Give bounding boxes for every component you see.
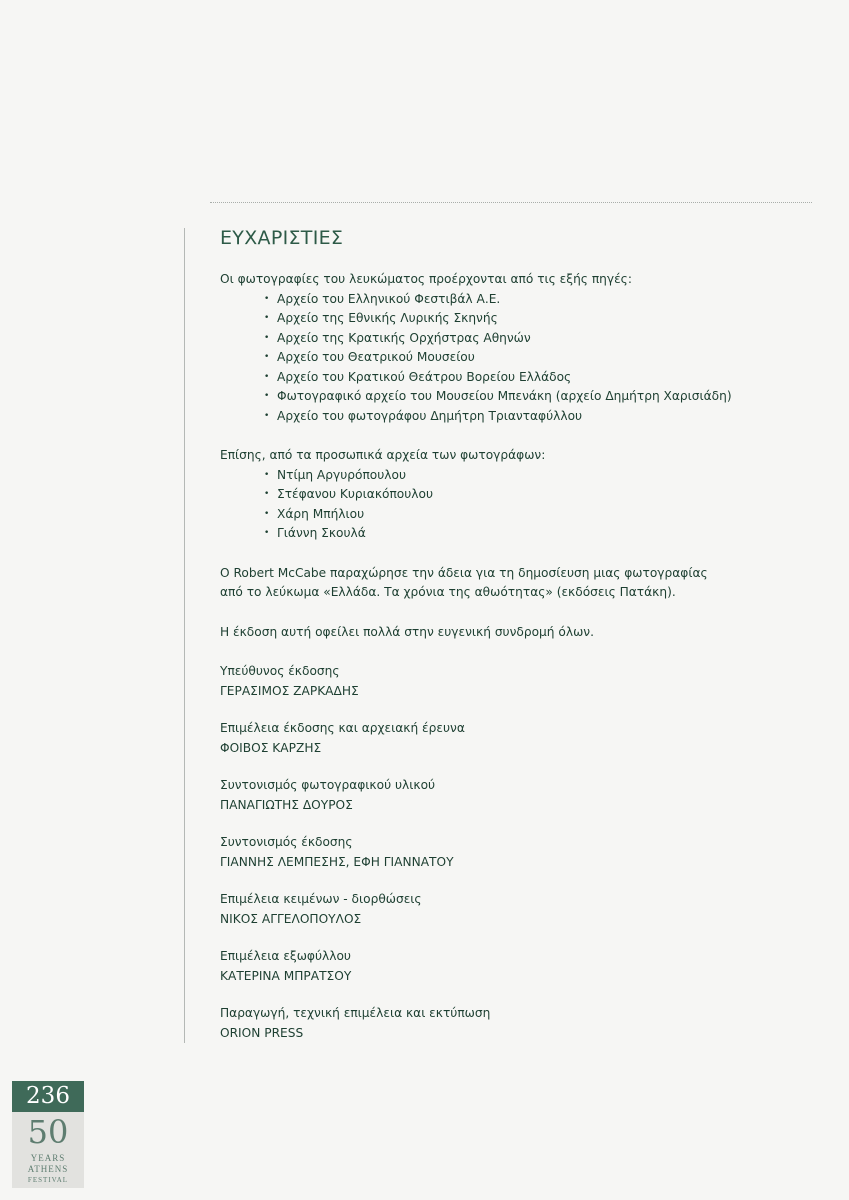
list-item: • Ντίμη Αργυρόπουλου xyxy=(264,466,810,486)
credit-role: Επιμέλεια έκδοσης και αρχειακή έρευνα xyxy=(220,721,465,735)
credit-role: Παραγωγή, τεχνική επιμέλεια και εκτύπωση xyxy=(220,1006,491,1020)
credit-block xyxy=(220,776,810,815)
page-title: ΕΥΧΑΡΙΣΤΙΕΣ xyxy=(220,227,344,249)
credit-role: Επιμέλεια κειμένων - διορθώσεις xyxy=(220,892,422,906)
photographers-intro: Επίσης, από τα προσωπικά αρχεία των φωτογράφων: xyxy=(220,448,546,462)
list-item: • Στέφανου Κυριακόπουλου xyxy=(264,485,810,505)
page-number: 236 xyxy=(12,1081,84,1112)
credit-name: ΚΑΤΕΡΙΝΑ ΜΠΡΑΤΣΟΥ xyxy=(220,968,352,983)
credit-name: ΦΟΙΒΟΣ ΚΑΡΖΗΣ xyxy=(220,740,322,755)
credit-block xyxy=(220,662,810,701)
festival-logo-athens: ATHENS xyxy=(27,1164,69,1174)
credit-block xyxy=(220,719,810,758)
credit-block xyxy=(220,833,810,872)
festival-logo-years: YEARS xyxy=(30,1153,66,1163)
credit-name: ORION PRESS xyxy=(220,1025,304,1040)
credit-role: Συντονισμός φωτογραφικού υλικού xyxy=(220,778,436,792)
festival-badge xyxy=(12,1081,84,1188)
list-item: • Αρχείο του φωτογράφου Δημήτρη Τριανταφύλλου xyxy=(264,407,810,427)
list-item: • Φωτογραφικό αρχείο του Μουσείου Μπενάκη (αρχείο Δημήτρη Χαρισιάδη) xyxy=(264,387,810,407)
sources-intro: Οι φωτογραφίες του λευκώματος προέρχονται από τις εξής πηγές: xyxy=(220,272,632,286)
credit-role: Επιμέλεια εξωφύλλου xyxy=(220,949,351,963)
credit-block xyxy=(220,1004,810,1043)
credit-block xyxy=(220,947,810,986)
festival-logo-festival: FESTIVAL xyxy=(27,1176,69,1184)
credit-name: ΝΙΚΟΣ ΑΓΓΕΛΟΠΟΥΛΟΣ xyxy=(220,911,362,926)
acknowledgements-section xyxy=(220,226,810,1043)
credit-role: Συντονισμός έκδοσης xyxy=(220,835,353,849)
credit-name: ΠΑΝΑΓΙΩΤΗΣ ΔΟΥΡΟΣ xyxy=(220,797,353,812)
gratitude-note: Η έκδοση αυτή οφείλει πολλά στην ευγενική συνδρομή όλων. xyxy=(220,624,594,639)
list-item: • Αρχείο του Ελληνικού Φεστιβάλ Α.Ε. xyxy=(264,290,810,310)
list-item: • Χάρη Μπήλιου xyxy=(264,505,810,525)
list-item: • Αρχείο του Κρατικού Θεάτρου Βορείου Ελλάδος xyxy=(264,368,810,388)
mccabe-line-1: Ο Robert McCabe παραχώρησε την άδεια για τη δημοσίευση μιας φωτογραφίας xyxy=(220,565,708,580)
list-item: • Γιάννη Σκουλά xyxy=(264,524,810,544)
list-item: • Αρχείο της Κρατικής Ορχήστρας Αθηνών xyxy=(264,329,810,349)
sources-list xyxy=(220,290,810,427)
list-item: • Αρχείο του Θεατρικού Μουσείου xyxy=(264,348,810,368)
credit-role: Υπεύθυνος έκδοσης xyxy=(220,664,340,678)
list-item: • Αρχείο της Εθνικής Λυρικής Σκηνής xyxy=(264,309,810,329)
credit-name: ΓΙΑΝΝΗΣ ΛΕΜΠΕΣΗΣ, ΕΦΗ ΓΙΑΝΝΑΤΟΥ xyxy=(220,854,454,869)
side-divider xyxy=(184,228,185,1043)
mccabe-line-2: από το λεύκωμα «Ελλάδα. Τα χρόνια της αθωότητας» (εκδόσεις Πατάκη). xyxy=(220,585,676,599)
credit-name: ΓΕΡΑΣΙΜΟΣ ΖΑΡΚΑΔΗΣ xyxy=(220,683,359,698)
photographers-list xyxy=(220,466,810,544)
top-divider xyxy=(210,202,812,203)
festival-logo-number: 50 xyxy=(27,1113,69,1151)
credit-block xyxy=(220,890,810,929)
